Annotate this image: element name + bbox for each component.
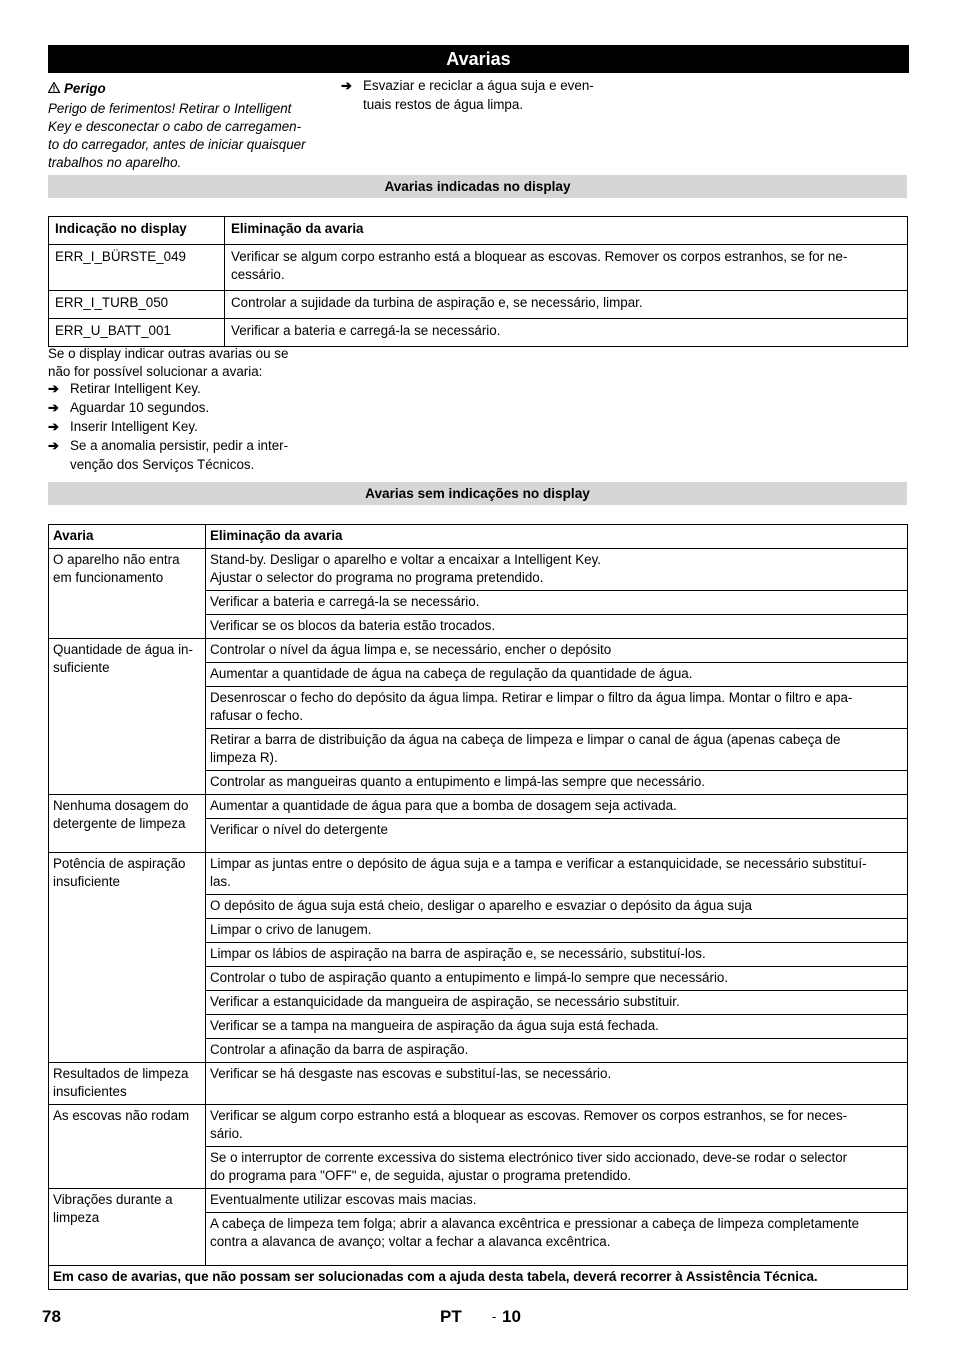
fault-line: insuficientes (53, 1084, 127, 1099)
table-footer-note: Em caso de avarias, que não possam ser solucionadas com a ajuda desta tabela, deverá recorrer à Assistência Técnica. (49, 1266, 908, 1290)
remedy-cell (206, 1063, 908, 1105)
fault-line: O aparelho não entra (53, 552, 180, 567)
error-fix (225, 245, 908, 291)
warning-label: Perigo (64, 81, 106, 96)
fault-line: Resultados de limpeza (53, 1066, 189, 1081)
page-number: 78 (42, 1307, 61, 1326)
remedy-line: A cabeça de limpeza tem folga; abrir a alavanca excêntrica e pressionar a cabeça de limpeza completamente (210, 1216, 860, 1231)
remedy-line: Stand-by. Desligar o aparelho e voltar a encaixar a Intelligent Key. (210, 552, 602, 567)
step-text: venção dos Serviços Técnicos. (70, 456, 255, 472)
fault-line: Nenhuma dosagem do (53, 798, 189, 813)
fault-cell (49, 853, 206, 1063)
arrow-right-icon: ➔ (341, 78, 352, 93)
fault-cell (49, 1189, 206, 1266)
remedy-line: Controlar a afinação da barra de aspiração. (210, 1042, 469, 1057)
warning-line: trabalhos no aparelho. (48, 155, 182, 170)
display-faults-table (48, 216, 908, 347)
note-text (48, 345, 288, 381)
arrow-right-icon: ➔ (48, 400, 59, 415)
fault-line: Potência de aspiração (53, 856, 186, 871)
remedy-line: O depósito de água suja está cheio, desligar o aparelho e esvaziar o depósito da água suja (210, 898, 752, 913)
remedy-cell (206, 639, 908, 663)
remedy-line: Verificar o nível do detergente (210, 822, 388, 837)
remedy-cell (206, 1105, 908, 1147)
remedy-line: Limpar as juntas entre o depósito de água suja e a tampa e verificar a estanquicidade, se necessário substituí- (210, 856, 867, 871)
table-row (49, 795, 908, 819)
remedy-line: Eventualmente utilizar escovas mais macias. (210, 1192, 477, 1207)
remedy-cell (206, 1189, 908, 1213)
remedy-line: Controlar o nível da água limpa e, se necessário, encher o depósito (210, 642, 612, 657)
page-title: Avarias (48, 45, 909, 73)
step-text: Inserir Intelligent Key. (70, 419, 198, 434)
remedy-line: Limpar os lábios de aspiração na barra de aspiração e, se necessário, substituí-los. (210, 946, 706, 961)
remedy-cell (206, 729, 908, 771)
remedy-cell (206, 1147, 908, 1189)
instruction-line: tuais restos de água limpa. (363, 96, 524, 112)
step (48, 380, 348, 399)
remedy-cell (206, 819, 908, 853)
remedy-cell (206, 615, 908, 639)
remedy-line: Controlar o tubo de aspiração quanto a entupimento e limpá-lo sempre que necessário. (210, 970, 729, 985)
warning-heading (48, 80, 106, 98)
warning-line: Perigo de ferimentos! Retirar o Intelligent (48, 101, 292, 116)
remedy-line: Se o interruptor de corrente excessiva do sistema electrónico tiver sido accionado, deve-se rodar o selector (210, 1150, 848, 1165)
table-row (49, 639, 908, 663)
note-line: não for possível solucionar a avaria: (48, 364, 263, 379)
note-line: Se o display indicar outras avarias ou se (48, 346, 289, 361)
section-heading-display-faults: Avarias indicadas no display (48, 175, 907, 198)
remedy-line: Verificar se a tampa na mangueira de aspiração da água suja está fechada. (210, 1018, 659, 1033)
fault-cell (49, 549, 206, 639)
error-fix (225, 291, 908, 319)
remedy-cell (206, 967, 908, 991)
section-heading-non-display-faults: Avarias sem indicações no display (48, 482, 907, 505)
fault-line: As escovas não rodam (53, 1108, 190, 1123)
remedy-line: Aumentar a quantidade de água na cabeça de regulação da quantidade de água. (210, 666, 693, 681)
warning-triangle-icon (48, 80, 60, 98)
warning-text (48, 100, 333, 172)
remedy-cell (206, 919, 908, 943)
remedy-cell (206, 1039, 908, 1063)
step-text: Aguardar 10 segundos. (70, 400, 210, 415)
fault-line: Vibrações durante a (53, 1192, 173, 1207)
table-row (49, 1063, 908, 1105)
error-fix (225, 319, 908, 347)
column-header: Indicação no display (49, 217, 225, 245)
column-header: Avaria (49, 525, 206, 549)
remedy-cell (206, 549, 908, 591)
step (48, 437, 348, 474)
remedy-line: Ajustar o selector do programa no programa pretendido. (210, 570, 544, 585)
remedy-line: Aumentar a quantidade de água para que a bomba de dosagem seja activada. (210, 798, 677, 813)
step (48, 399, 348, 418)
remedy-line: Verificar se há desgaste nas escovas e substituí-las, se necessário. (210, 1066, 612, 1081)
faults-table (48, 524, 908, 1290)
error-code: ERR_U_BATT_001 (49, 319, 225, 347)
warning-line: Key e desconectar o cabo de carregamen- (48, 119, 302, 134)
fault-cell (49, 1105, 206, 1189)
remedy-cell (206, 895, 908, 919)
fault-line: em funcionamento (53, 570, 164, 585)
remedy-line: contra a alavanca de avanço; voltar a fechar a alavanca excêntrica. (210, 1234, 611, 1249)
column-header: Eliminação da avaria (225, 217, 908, 245)
table-row (49, 1189, 908, 1213)
remedy-line: Controlar as mangueiras quanto a entupimento e limpá-las sempre que necessário. (210, 774, 705, 789)
fault-line: suficiente (53, 660, 110, 675)
fault-cell (49, 795, 206, 853)
remedy-cell (206, 771, 908, 795)
fix-line: cessário. (231, 267, 285, 282)
remedy-line: rafusar o fecho. (210, 708, 304, 723)
remedy-line: Verificar a bateria e carregá-la se necessário. (210, 594, 480, 609)
instruction-line: Esvaziar e reciclar a água suja e even- (363, 78, 594, 93)
remedy-line: Verificar a estanquicidade da mangueira de aspiração, se necessário substituir. (210, 994, 680, 1009)
remedy-line: sário. (210, 1126, 243, 1141)
step (48, 418, 348, 437)
fault-cell (49, 639, 206, 795)
fault-line: detergente de limpeza (53, 816, 186, 831)
column-header: Eliminação da avaria (206, 525, 908, 549)
remedy-line: Limpar o crivo de lanugem. (210, 922, 372, 937)
remedy-cell (206, 591, 908, 615)
remedy-cell (206, 687, 908, 729)
remedy-cell (206, 663, 908, 687)
remedy-line: Desenroscar o fecho do depósito da água limpa. Retirar e limpar o filtro da água limpa. Montar o filtro e apa- (210, 690, 853, 705)
page-separator: - (492, 1309, 497, 1324)
section-page-number: 10 (502, 1307, 521, 1326)
fault-line: Quantidade de água in- (53, 642, 193, 657)
arrow-right-icon: ➔ (48, 381, 59, 396)
instruction-drain (341, 77, 641, 114)
fault-line: limpeza (53, 1210, 100, 1225)
arrow-right-icon: ➔ (48, 419, 59, 434)
warning-line: to do carregador, antes de iniciar quaisquer (48, 137, 306, 152)
remedy-cell (206, 853, 908, 895)
fault-line: insuficiente (53, 874, 120, 889)
error-code: ERR_I_TURB_050 (49, 291, 225, 319)
remedy-cell (206, 943, 908, 967)
remedy-cell (206, 1015, 908, 1039)
remedy-line: Verificar se os blocos da bateria estão trocados. (210, 618, 496, 633)
fix-line: Controlar a sujidade da turbina de aspiração e, se necessário, limpar. (231, 295, 643, 310)
table-row (49, 853, 908, 895)
language-code: PT (440, 1307, 462, 1326)
remedy-line: limpeza R). (210, 750, 278, 765)
step-text: Se a anomalia persistir, pedir a inter- (70, 438, 289, 453)
step-text: Retirar Intelligent Key. (70, 381, 201, 396)
remedy-line: do programa para "OFF" e, de seguida, ajustar o programa pretendido. (210, 1168, 632, 1183)
remedy-cell (206, 1213, 908, 1266)
remedy-line: las. (210, 874, 231, 889)
fix-line: Verificar se algum corpo estranho está a bloquear as escovas. Remover os corpos estranhos, se for ne- (231, 249, 848, 264)
remedy-line: Retirar a barra de distribuição da água na cabeça de limpeza e limpar o canal de água (apenas cabeça de (210, 732, 841, 747)
remedy-cell (206, 991, 908, 1015)
remedy-cell (206, 795, 908, 819)
table-row (49, 549, 908, 591)
fault-cell (49, 1063, 206, 1105)
arrow-right-icon: ➔ (48, 438, 59, 453)
fix-line: Verificar a bateria e carregá-la se necessário. (231, 323, 501, 338)
error-code: ERR_I_BÜRSTE_049 (49, 245, 225, 291)
table-row (49, 1105, 908, 1147)
remedy-line: Verificar se algum corpo estranho está a bloquear as escovas. Remover os corpos estranhos, se for neces- (210, 1108, 848, 1123)
